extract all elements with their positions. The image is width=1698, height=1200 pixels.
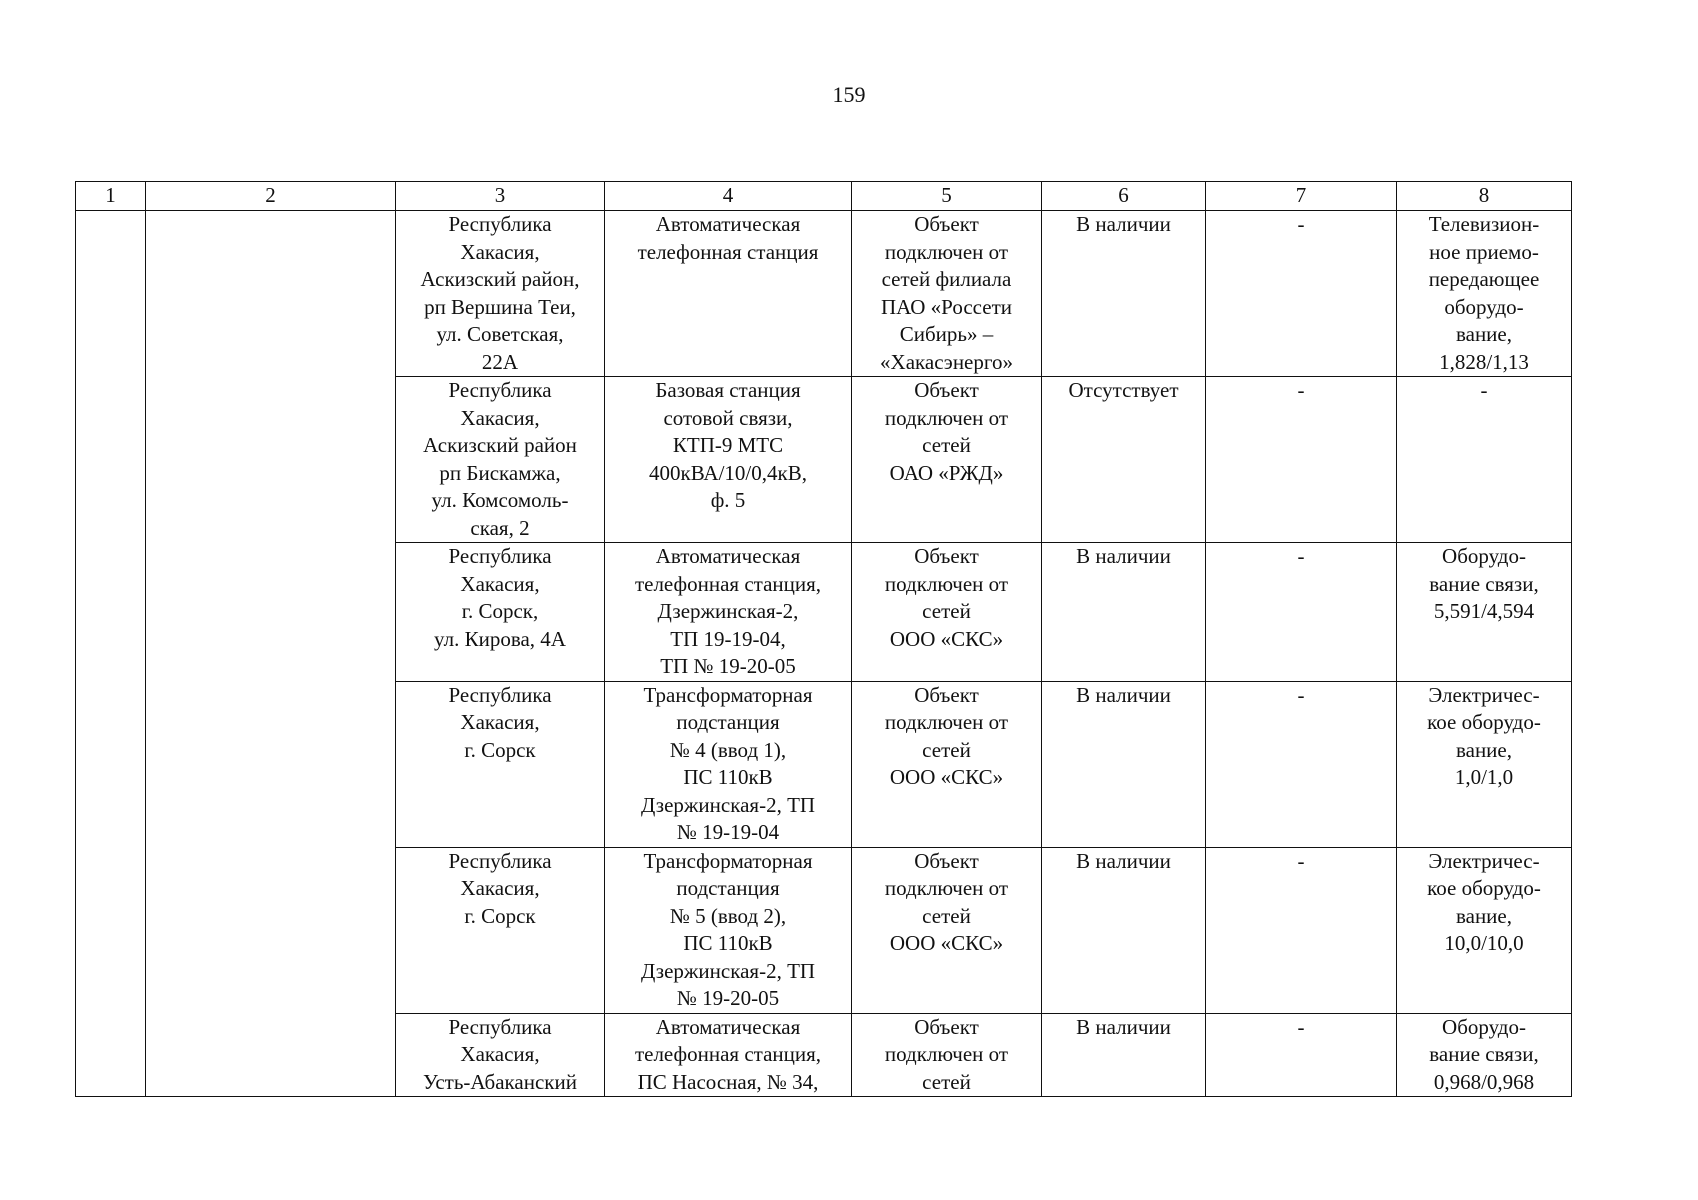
table-cell-col7: - (1206, 1013, 1397, 1097)
table-cell-connection: Объект подключен от сетей ООО «СКС» (852, 847, 1042, 1013)
table-cell-connection: Объект подключен от сетей ООО «СКС» (852, 681, 1042, 847)
table-cell-address: Республика Хакасия, г. Сорск (396, 847, 605, 1013)
table-cell-address: Республика Хакасия, Аскизский район рп Бискамжа, ул. Комсомоль- ская, 2 (396, 377, 605, 543)
table-cell-availability: Отсутствует (1042, 377, 1206, 543)
table-cell-availability: В наличии (1042, 211, 1206, 377)
table-cell-col7: - (1206, 211, 1397, 377)
table-cell-connection: Объект подключен от сетей ООО «СКС» (852, 543, 1042, 682)
column-header: 4 (605, 182, 852, 211)
table-cell-address: Республика Хакасия, Аскизский район, рп Вершина Теи, ул. Советская, 22А (396, 211, 605, 377)
table-cell-object: Автоматическая телефонная станция (605, 211, 852, 377)
table-cell-availability: В наличии (1042, 681, 1206, 847)
table-cell-col7: - (1206, 681, 1397, 847)
column-header: 5 (852, 182, 1042, 211)
table-cell-object: Автоматическая телефонная станция, ПС Насосная, № 34, (605, 1013, 852, 1097)
table-cell-address: Республика Хакасия, г. Сорск, ул. Кирова, 4А (396, 543, 605, 682)
column-header: 8 (1397, 182, 1572, 211)
table-cell-col2 (146, 211, 396, 1097)
table-cell-address: Республика Хакасия, Усть-Абаканский (396, 1013, 605, 1097)
table-cell-col7: - (1206, 847, 1397, 1013)
table-cell-object: Трансформаторная подстанция № 4 (ввод 1), ПС 110кВ Дзержинская-2, ТП № 19-19-04 (605, 681, 852, 847)
table-cell-connection: Объект подключен от сетей ОАО «РЖД» (852, 377, 1042, 543)
column-header: 7 (1206, 182, 1397, 211)
table-cell-col1 (76, 211, 146, 1097)
table-cell-object: Базовая станция сотовой связи, КТП-9 МТС 400кВА/10/0,4кВ, ф. 5 (605, 377, 852, 543)
table-header-row (76, 182, 1572, 211)
table-cell-equipment: Электричес- кое оборудо- вание, 10,0/10,0 (1397, 847, 1572, 1013)
table-cell-object: Автоматическая телефонная станция, Дзержинская-2, ТП 19-19-04, ТП № 19-20-05 (605, 543, 852, 682)
table-cell-availability: В наличии (1042, 1013, 1206, 1097)
column-header: 2 (146, 182, 396, 211)
table-cell-availability: В наличии (1042, 847, 1206, 1013)
page-number: 159 (832, 82, 866, 107)
table-cell-equipment: Оборудо- вание связи, 5,591/4,594 (1397, 543, 1572, 682)
table-row (76, 211, 1572, 377)
table-cell-availability: В наличии (1042, 543, 1206, 682)
table-cell-col7: - (1206, 377, 1397, 543)
table-cell-equipment: Электричес- кое оборудо- вание, 1,0/1,0 (1397, 681, 1572, 847)
table-cell-equipment: Телевизион- ное приемо- передающее оборудо- вание, 1,828/1,13 (1397, 211, 1572, 377)
data-table (75, 181, 1572, 1097)
table-cell-equipment: Оборудо- вание связи, 0,968/0,968 (1397, 1013, 1572, 1097)
table-cell-connection: Объект подключен от сетей филиала ПАО «Россети Сибирь» – «Хакасэнерго» (852, 211, 1042, 377)
table-cell-connection: Объект подключен от сетей (852, 1013, 1042, 1097)
table-cell-col7: - (1206, 543, 1397, 682)
column-header: 3 (396, 182, 605, 211)
column-header: 1 (76, 182, 146, 211)
table-cell-object: Трансформаторная подстанция № 5 (ввод 2), ПС 110кВ Дзержинская-2, ТП № 19-20-05 (605, 847, 852, 1013)
column-header: 6 (1042, 182, 1206, 211)
table-cell-equipment: - (1397, 377, 1572, 543)
table-cell-address: Республика Хакасия, г. Сорск (396, 681, 605, 847)
